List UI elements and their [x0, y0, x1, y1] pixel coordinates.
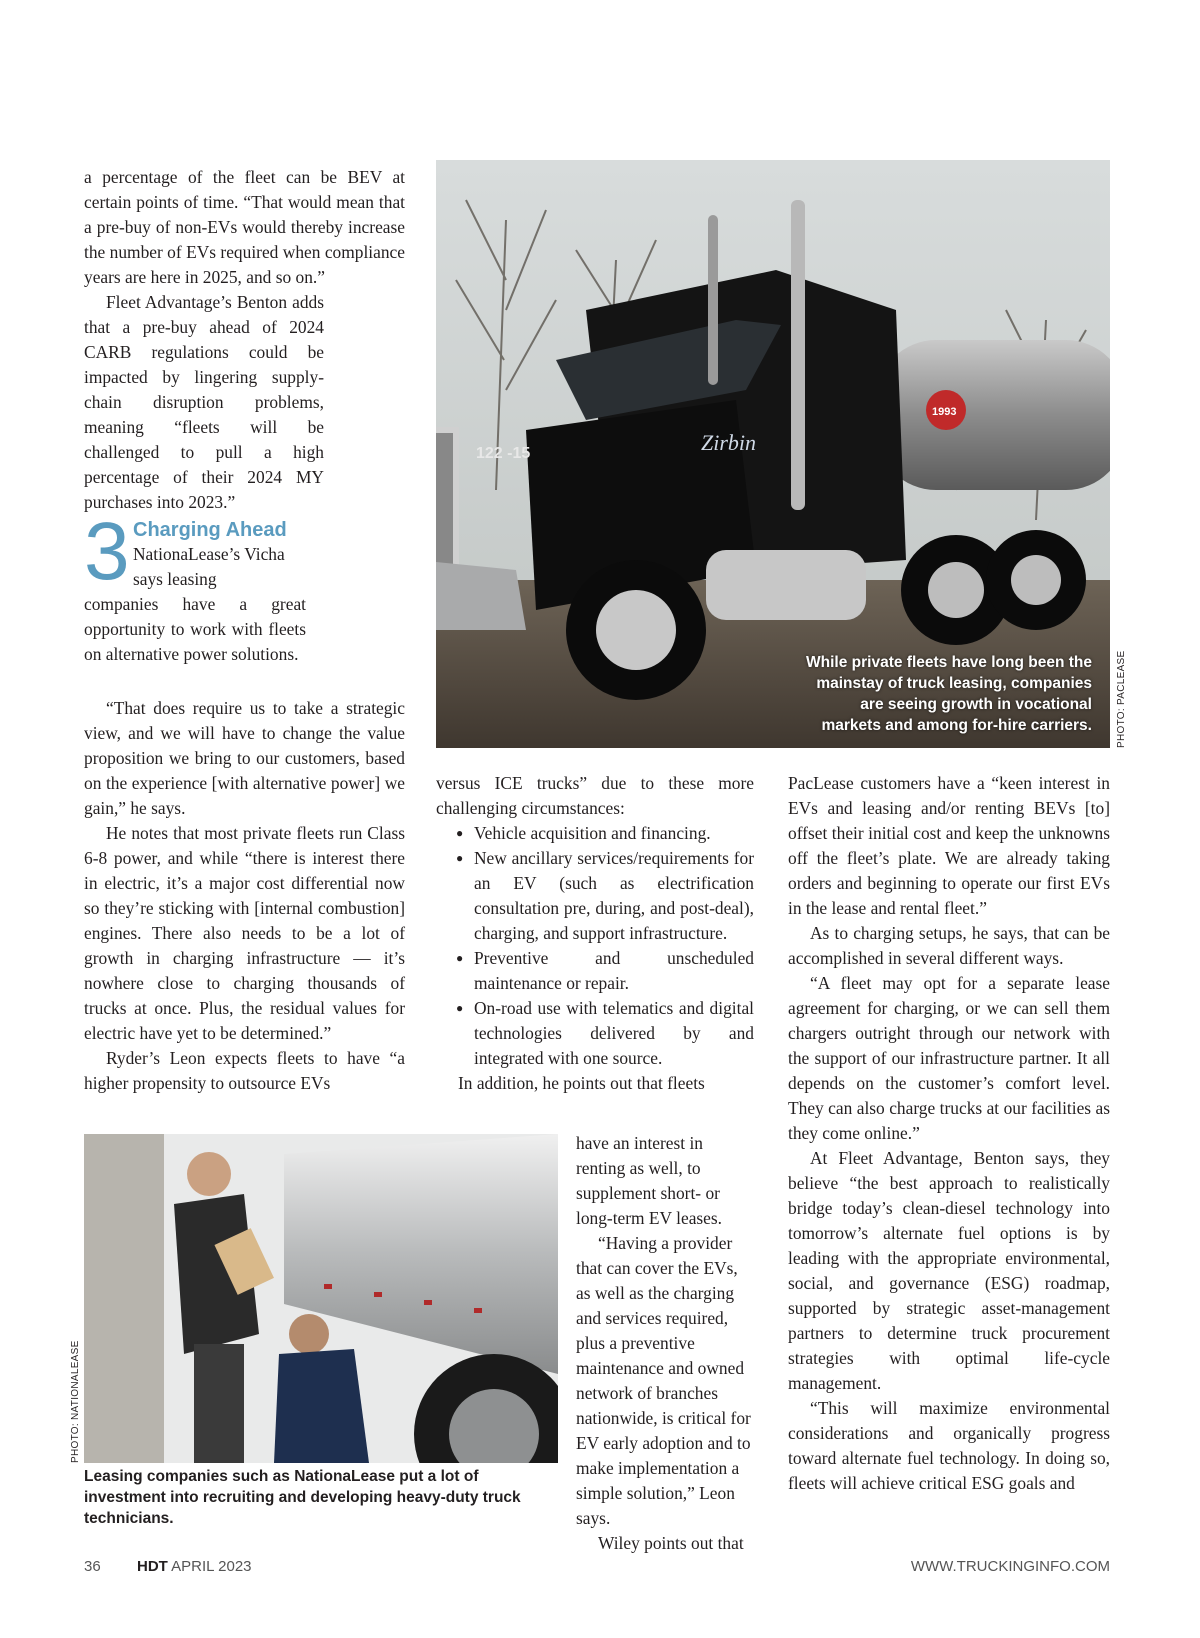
paragraph: PacLease customers have a “keen interest in EVs and leasing and/or renting BEVs [to] offset their initial cost and keep the unknowns off the fleet’s plate. We are already taking orders and beginning to operate our first EVs in the lease and rental fleet.”	[788, 773, 1110, 918]
truck-unit-number: 122 -15	[476, 445, 531, 462]
technician-photo-credit: PHOTO: NATIONALEASE	[70, 1340, 81, 1463]
paragraph: Wiley points out that	[598, 1533, 744, 1553]
bullet-list	[436, 821, 754, 1071]
paragraph: In addition, he points out that fleets	[458, 1073, 705, 1093]
paragraph: He notes that most private fleets run Class 6-8 power, and while “there is interest there in electric, it’s a major cost differential now so they’re sticking with [internal combustion] engines. There also needs to be a lot of growth in charging infrastructure — it’s nowhere close to charging thousands of trucks at once. Plus, the residual values for electric have yet to be determined.”	[84, 823, 405, 1043]
paragraph: “A fleet may opt for a separate lease agreement for charging, or we can sell them chargers outright through our network with the support of our infrastructure partner. It all depends on the customer’s comfort level. They can also charge trucks at our facilities as they come online.”	[788, 973, 1110, 1143]
page-number: 36	[84, 1558, 101, 1575]
paragraph: Ryder’s Leon expects fleets to have “a higher propensity to outsource EVs	[84, 1048, 405, 1093]
column-3	[788, 771, 1110, 1496]
paragraph: “Having a provider that can cover the EVs, as well as the charging and services required, plus a preventive maintenance and owned network of branches nationwide, is critical for EV early adoption and to make implementation a simple solution,” Leon says.	[576, 1233, 751, 1528]
issue-date: APRIL 2023	[171, 1558, 252, 1575]
truck-photo	[436, 160, 1110, 748]
paragraph: “This will maximize environmental considerations and organically progress toward alternate fuel technology. In doing so, fleets will achieve critical ESG goals and	[788, 1398, 1110, 1493]
column-2-top	[436, 771, 754, 1096]
paragraph: have an interest in renting as well, to supplement short- or long-term EV leases.	[576, 1133, 723, 1228]
section-lead-b	[84, 592, 306, 667]
magazine-name: HDT	[137, 1558, 168, 1575]
magazine-issue	[137, 1558, 252, 1575]
paragraph: Fleet Advantage’s Benton adds that a pre-buy ahead of 2024 CARB regulations could be impacted by lingering supply-chain disruption problems, meaning “fleets will be challenged to pull a high percentage of their 2024 MY purchases into 2023.”	[84, 292, 324, 512]
column-1-bottom	[84, 696, 405, 1096]
website-url[interactable]: WWW.TRUCKINGINFO.COM	[910, 1558, 1110, 1575]
technician-photo	[84, 1134, 558, 1463]
truck-door-logo: Zirbin	[701, 430, 757, 455]
section-lead-a	[133, 542, 307, 592]
paragraph: a percentage of the fleet can be BEV at certain points of time. “That would mean that a pre-buy of non-EVs would thereby increase the number of EVs required when compliance years are here in 2025, and so on.”	[84, 167, 405, 287]
section-number: 3	[84, 506, 130, 597]
paragraph: versus ICE trucks” due to these more challenging circumstances:	[436, 773, 754, 818]
truck-photo-caption: While private fleets have long been the mainstay of truck leasing, companies are seeing growth in vocational markets and among for-hire carriers.	[806, 654, 1092, 734]
list-item: ● Preventive and unscheduled maintenance or repair.	[456, 946, 754, 996]
paragraph: “That does require us to take a strategic view, and we will have to change the value proposition we bring to our customers, based on the experience [with alternative power] we gain,” he says.	[84, 698, 405, 818]
column-1-top	[84, 165, 405, 515]
paragraph: At Fleet Advantage, Benton says, they believe “the best approach to realistically bridge today’s clean-diesel technology into tomorrow’s alternate fuel options is by leading with the appropriate environmental, social, and governance (ESG) roadmap, supported by strategic asset-management partners to determine truck procurement strategies with optimal life-cycle management.	[788, 1148, 1110, 1393]
technician-illustration	[84, 1134, 558, 1463]
column-2-narrow	[576, 1131, 754, 1556]
list-item: ● Vehicle acquisition and financing.	[456, 821, 754, 846]
list-item: ● New ancillary services/requirements for an EV (such as electrification consultation pre, during, and post-deal), charging, and support infrastructure.	[456, 846, 754, 946]
hazmat-placard-number: 1993	[932, 406, 957, 418]
list-item: ● On-road use with telematics and digital technologies delivered by and integrated with one source.	[456, 996, 754, 1071]
section-heading: Charging Ahead	[133, 519, 287, 541]
paragraph: NationaLease’s Vicha says leasing	[133, 544, 285, 589]
technician-photo-caption: Leasing companies such as NationaLease put a lot of investment into recruiting and developing heavy-duty truck technicians.	[84, 1468, 521, 1527]
paragraph: companies have a great opportunity to work with fleets on alternative power solutions.	[84, 594, 306, 664]
paragraph: As to charging setups, he says, that can be accomplished in several different ways.	[788, 923, 1110, 968]
truck-photo-credit: PHOTO: PACLEASE	[1116, 650, 1127, 748]
